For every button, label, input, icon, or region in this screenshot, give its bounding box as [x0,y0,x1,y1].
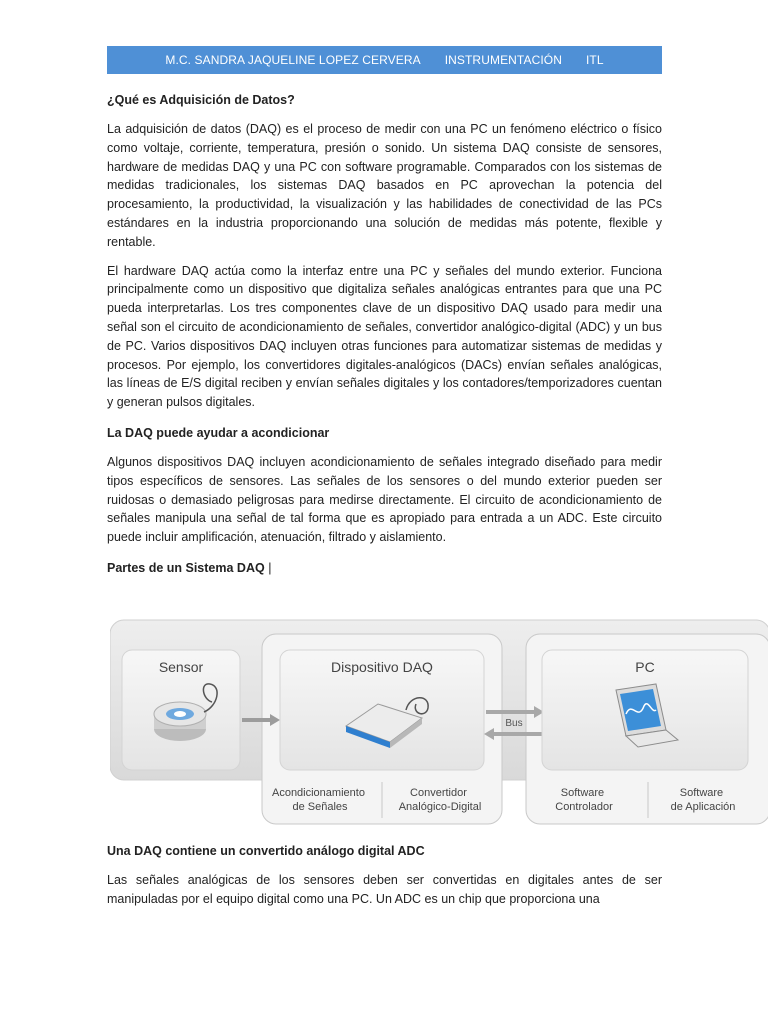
text-cursor: | [268,560,272,575]
header-subject: INSTRUMENTACIÓN [444,53,562,67]
document-body [107,93,662,588]
daq-system-diagram [110,614,768,829]
pc-sub2-line1: Software [679,787,724,799]
header-author: M.C. SANDRA JAQUELINE LOPEZ CERVERA [165,53,421,67]
paragraph-acondicionamiento: Algunos dispositivos DAQ incluyen acondicionamiento de señales integrado diseñado para medir tipos específicos de sensores. Las señales de los sensores o del mundo exterior pueden ser ruidosas o demasiado peligrosas para medirse directamente. El circuito de acondicionamiento de señales manipula una señal de tal forma que es apropiado para entrada a un ADC. Este circuito puede incluir amplificación, atenuación, filtrado y aislamiento. [107,454,662,545]
pc-sub1-line1: Software [560,787,605,799]
paragraph-daq-hardware: El hardware DAQ actúa como la interfaz entre una PC y señales del mundo exterior. Funciona principalmente como un dispositivo que digitaliza señales analógicas entrantes para que una PC pueda interpretarlas. Los tres componentes clave de un dispositivo DAQ usado para medir una señal son el circuito de acondicionamiento de señales, convertidor analógico-digital (ADC) y un bus de PC. Varios dispositivos DAQ incluyen otras funciones para automatizar sistemas de medidas y procesos. Por ejemplo, los convertidores digitales-analógicos (DACs) envían señales analógicas, las líneas de E/S digital reciben y envían señales digitales y los contadores/temporizadores cuentan y generan pulsos digitales. [107,263,662,410]
document-body-continued [107,844,662,919]
pc-sub1-line2: Controlador [555,801,613,813]
daq-sub1-line2: de Señales [292,801,348,813]
section-title-que-es-daq: ¿Qué es Adquisición de Datos? [107,93,295,107]
header-school: ITL [585,53,604,67]
daq-sub2-line1: Convertidor [410,787,467,799]
document-header [107,46,662,74]
daq-label: Dispositivo DAQ [331,659,433,675]
sensor-label: Sensor [158,659,204,675]
daq-sub2-line2: Analógico-Digital [398,801,482,813]
daq-sub1-line1: Acondicionamiento [271,787,365,799]
pc-label: PC [635,659,655,675]
bus-label: Bus [505,718,523,729]
section-title-acondicionar: La DAQ puede ayudar a acondicionar [107,425,330,440]
paragraph-daq-definition: La adquisición de datos (DAQ) es el proceso de medir con una PC un fenómeno eléctrico o físico como voltaje, corriente, temperatura, presión o sonido. Un sistema DAQ consiste de sensores, hardware de medidas DAQ y una PC con software programable. Comparados con los sistemas de medidas tradicionales, los sistemas DAQ basados en PC aprovechan la potencia del procesamiento, la productividad, la visualización y las habilidades de conectividad de las PCs estándares en la industria proporcionando una solución de medidas más potente, flexible y rentable. [107,122,662,249]
section-title-partes [107,561,662,575]
section-title-adc: Una DAQ contiene un convertido análogo digital ADC [107,844,425,858]
partes-title-text: Partes de un Sistema DAQ [107,560,265,575]
pc-sub2-line2: de Aplicación [670,801,736,813]
paragraph-adc: Las señales analógicas de los sensores deben ser convertidas en digitales antes de ser manipuladas por el equipo digital como una PC. Un ADC es un chip que proporciona una [107,873,662,906]
